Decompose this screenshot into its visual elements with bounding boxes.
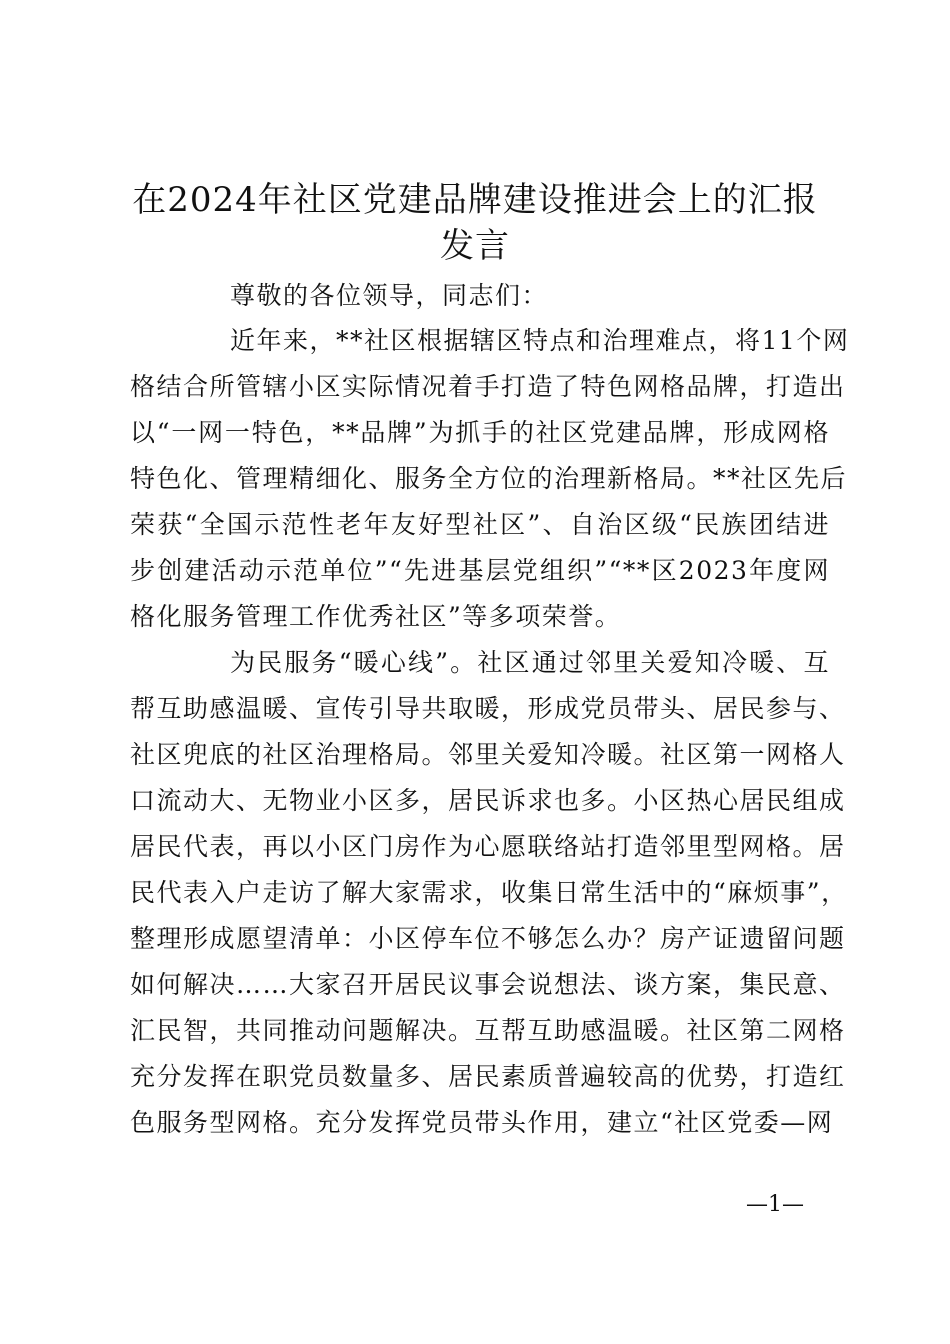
paragraph-line: 口流动大、无物业小区多，居民诉求也多。小区热心居民组成 — [130, 786, 846, 815]
page-number: —1— — [746, 1192, 804, 1217]
paragraph-line: 居民代表，再以小区门房作为心愿联络站打造邻里型网格。居 — [130, 832, 846, 861]
document-title-line-1: 在2024年社区党建品牌建设推进会上的汇报 — [132, 180, 818, 220]
paragraph-line: 荣获“全国示范性老年友好型社区”、自治区级“民族团结进 — [130, 510, 830, 539]
paragraph-line: 格化服务管理工作优秀社区”等多项荣誉。 — [130, 602, 622, 631]
paragraph-line: 为民服务“暖心线”。社区通过邻里关爱知冷暖、互 — [230, 648, 830, 677]
paragraph-line: 近年来，**社区根据辖区特点和治理难点，将11个网 — [230, 326, 850, 355]
paragraph-line: 整理形成愿望清单：小区停车位不够怎么办？房产证遗留问题 — [130, 924, 846, 953]
paragraph-line: 民代表入户走访了解大家需求，收集日常生活中的“麻烦事”， — [130, 878, 848, 907]
paragraph-line: 帮互助感温暖、宣传引导共取暖，形成党员带头、居民参与、 — [130, 694, 846, 723]
paragraph-line: 如何解决……大家召开居民议事会说想法、谈方案，集民意、 — [130, 970, 846, 999]
paragraph-line: 色服务型网格。充分发挥党员带头作用，建立“社区党委—网 — [130, 1108, 834, 1137]
paragraph-line: 汇民智，共同推动问题解决。互帮互助感温暖。社区第二网格 — [130, 1016, 846, 1045]
paragraph-line: 特色化、管理精细化、服务全方位的治理新格局。**社区先后 — [130, 464, 848, 493]
paragraph-line: 充分发挥在职党员数量多、居民素质普遍较高的优势，打造红 — [130, 1062, 846, 1091]
greeting: 尊敬的各位领导，同志们： — [230, 281, 549, 310]
paragraph-line: 社区兜底的社区治理格局。邻里关爱知冷暖。社区第一网格人 — [130, 740, 846, 769]
document-title-line-2: 发言 — [440, 226, 510, 266]
paragraph-line: 格结合所管辖小区实际情况着手打造了特色网格品牌，打造出 — [130, 372, 846, 401]
paragraph-line: 以“一网一特色，**品牌”为抓手的社区党建品牌，形成网格 — [130, 418, 830, 447]
paragraph-line: 步创建活动示范单位”“先进基层党组织”“**区2023年度网 — [130, 556, 830, 585]
